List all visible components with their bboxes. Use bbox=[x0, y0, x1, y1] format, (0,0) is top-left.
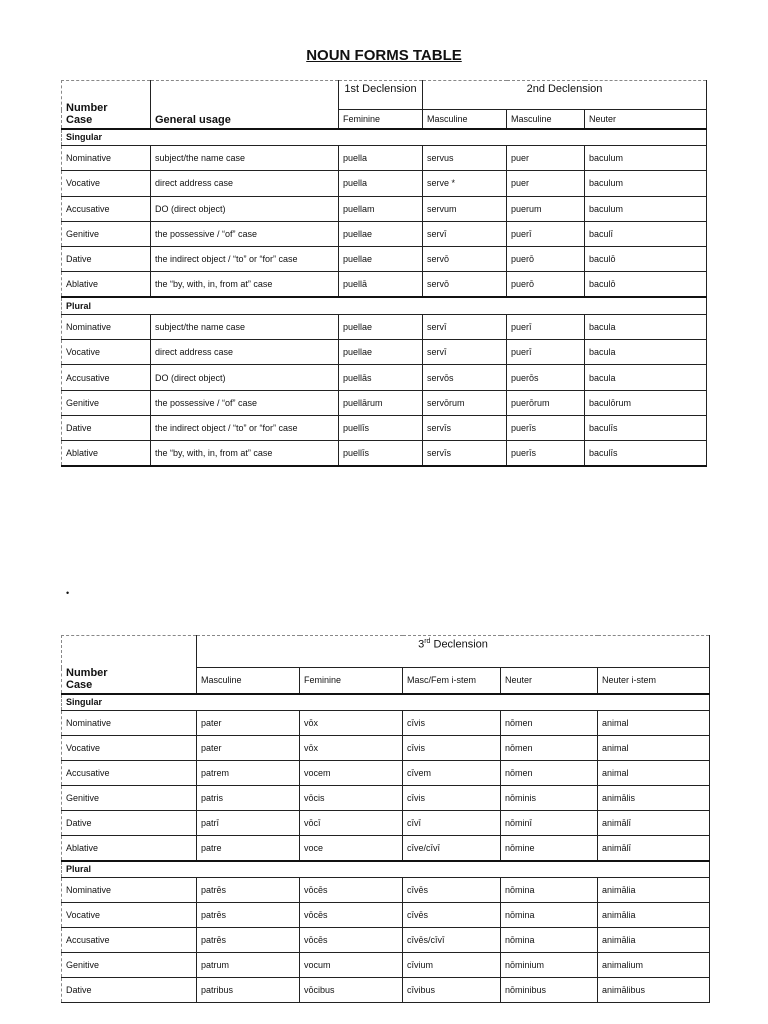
table-cell: vōx bbox=[300, 736, 403, 761]
case-name-cell: Genitive bbox=[62, 953, 197, 978]
table-cell: puellīs bbox=[339, 441, 423, 466]
table-cell: baculum bbox=[585, 146, 707, 171]
table-cell: nōmine bbox=[501, 836, 598, 861]
table-cell: cīvis bbox=[403, 786, 501, 811]
table-row bbox=[62, 928, 710, 953]
table-cell: cīvem bbox=[403, 761, 501, 786]
noun-forms-table-3rd-declension bbox=[61, 635, 710, 1003]
gender-header: Masculine bbox=[197, 668, 300, 694]
table-cell: cīvis bbox=[403, 711, 501, 736]
table-cell: puerō bbox=[507, 272, 585, 297]
number-case-header: Number Case bbox=[62, 636, 197, 694]
second-declension-header: 2nd Declension bbox=[423, 81, 707, 110]
table-cell: patrī bbox=[197, 811, 300, 836]
table-cell: nōmen bbox=[501, 761, 598, 786]
section-label-plural: Plural bbox=[62, 297, 707, 314]
table-cell: cīvium bbox=[403, 953, 501, 978]
table-cell: puellae bbox=[339, 340, 423, 365]
table-row bbox=[62, 340, 707, 365]
table-cell: servī bbox=[423, 340, 507, 365]
table-cell: serve * bbox=[423, 171, 507, 196]
gender-header: Masc/Fem i-stem bbox=[403, 668, 501, 694]
table-cell: vōcēs bbox=[300, 928, 403, 953]
table-row bbox=[62, 786, 710, 811]
table-cell: baculōrum bbox=[585, 390, 707, 415]
table-cell: nōmen bbox=[501, 711, 598, 736]
table-cell: puerum bbox=[507, 196, 585, 221]
table-row bbox=[62, 836, 710, 861]
table-row bbox=[62, 711, 710, 736]
table-cell: puellīs bbox=[339, 415, 423, 440]
number-case-header: Number Case bbox=[62, 81, 151, 129]
section-label-plural: Plural bbox=[62, 861, 710, 878]
table-cell: animālia bbox=[598, 903, 710, 928]
table-cell: bacula bbox=[585, 365, 707, 390]
table-cell: puerīs bbox=[507, 415, 585, 440]
page-title: NOUN FORMS TABLE bbox=[306, 47, 462, 64]
noun-forms-table-1-2-declension bbox=[61, 80, 707, 467]
table-cell: vōcēs bbox=[300, 878, 403, 903]
table-cell: servī bbox=[423, 221, 507, 246]
table-cell: the indirect object / “to” or “for” case bbox=[151, 415, 339, 440]
table-cell: cīvibus bbox=[403, 978, 501, 1003]
table-row bbox=[62, 365, 707, 390]
table-cell: the “by, with, in, from at” case bbox=[151, 272, 339, 297]
table-cell: animalium bbox=[598, 953, 710, 978]
table-cell: animālia bbox=[598, 878, 710, 903]
table-cell: cīvēs bbox=[403, 903, 501, 928]
table-cell: puerōs bbox=[507, 365, 585, 390]
table-cell: baculīs bbox=[585, 441, 707, 466]
table-cell: nōminis bbox=[501, 786, 598, 811]
table-cell: puerō bbox=[507, 247, 585, 272]
table-cell: puellae bbox=[339, 247, 423, 272]
case-name-cell: Genitive bbox=[62, 221, 151, 246]
table-cell: nōmina bbox=[501, 878, 598, 903]
table-cell: servī bbox=[423, 314, 507, 339]
table-row bbox=[62, 903, 710, 928]
table-row bbox=[62, 978, 710, 1003]
gender-header: Feminine bbox=[339, 110, 423, 129]
table-cell: pater bbox=[197, 736, 300, 761]
gender-header: Masculine bbox=[423, 110, 507, 129]
table-cell: puellam bbox=[339, 196, 423, 221]
gender-header: Neuter bbox=[585, 110, 707, 129]
table-cell: baculum bbox=[585, 171, 707, 196]
case-name-cell: Dative bbox=[62, 811, 197, 836]
table-cell: puellae bbox=[339, 314, 423, 339]
case-name-cell: Accusative bbox=[62, 196, 151, 221]
table-cell: puerī bbox=[507, 340, 585, 365]
table-cell: subject/the name case bbox=[151, 314, 339, 339]
table-cell: the possessive / “of” case bbox=[151, 390, 339, 415]
table-cell: patrēs bbox=[197, 903, 300, 928]
table-cell: puerī bbox=[507, 314, 585, 339]
table-cell: direct address case bbox=[151, 171, 339, 196]
table-cell: pater bbox=[197, 711, 300, 736]
case-name-cell: Vocative bbox=[62, 171, 151, 196]
table-cell: servus bbox=[423, 146, 507, 171]
table-cell: nōminium bbox=[501, 953, 598, 978]
case-name-cell: Genitive bbox=[62, 786, 197, 811]
table-row bbox=[62, 171, 707, 196]
table-cell: servōs bbox=[423, 365, 507, 390]
case-name-cell: Nominative bbox=[62, 314, 151, 339]
table-cell: puerī bbox=[507, 221, 585, 246]
gender-header: Neuter i-stem bbox=[598, 668, 710, 694]
table-cell: patre bbox=[197, 836, 300, 861]
table-cell: animālī bbox=[598, 811, 710, 836]
table-cell: animal bbox=[598, 711, 710, 736]
table-cell: animālis bbox=[598, 786, 710, 811]
table-cell: animal bbox=[598, 736, 710, 761]
table-cell: vōcis bbox=[300, 786, 403, 811]
table-cell: subject/the name case bbox=[151, 146, 339, 171]
table-cell: puella bbox=[339, 146, 423, 171]
gender-header: Feminine bbox=[300, 668, 403, 694]
table-cell: patrem bbox=[197, 761, 300, 786]
case-name-cell: Accusative bbox=[62, 928, 197, 953]
table-row bbox=[62, 761, 710, 786]
table-cell: vōx bbox=[300, 711, 403, 736]
table-cell: cīvēs bbox=[403, 878, 501, 903]
case-name-cell: Accusative bbox=[62, 365, 151, 390]
table-cell: cīvī bbox=[403, 811, 501, 836]
table-row bbox=[62, 811, 710, 836]
case-name-cell: Dative bbox=[62, 247, 151, 272]
case-name-cell: Vocative bbox=[62, 903, 197, 928]
table-cell: patrēs bbox=[197, 878, 300, 903]
table-cell: puella bbox=[339, 171, 423, 196]
table-cell: vōcēs bbox=[300, 903, 403, 928]
table-cell: the indirect object / “to” or “for” case bbox=[151, 247, 339, 272]
case-name-cell: Nominative bbox=[62, 878, 197, 903]
table-cell: direct address case bbox=[151, 340, 339, 365]
table-cell: animālī bbox=[598, 836, 710, 861]
table-row bbox=[62, 390, 707, 415]
table-row bbox=[62, 196, 707, 221]
table-cell: cīvis bbox=[403, 736, 501, 761]
table-cell: nōmina bbox=[501, 903, 598, 928]
table-cell: servīs bbox=[423, 415, 507, 440]
table-cell: puellae bbox=[339, 221, 423, 246]
table-cell: patribus bbox=[197, 978, 300, 1003]
table-cell: baculō bbox=[585, 272, 707, 297]
table-cell: baculī bbox=[585, 221, 707, 246]
case-name-cell: Ablative bbox=[62, 272, 151, 297]
table-cell: animālibus bbox=[598, 978, 710, 1003]
table-row bbox=[62, 221, 707, 246]
case-name-cell: Accusative bbox=[62, 761, 197, 786]
table-cell: puer bbox=[507, 146, 585, 171]
table-cell: servōrum bbox=[423, 390, 507, 415]
table-cell: servīs bbox=[423, 441, 507, 466]
table-cell: servō bbox=[423, 247, 507, 272]
case-name-cell: Nominative bbox=[62, 146, 151, 171]
table-cell: DO (direct object) bbox=[151, 196, 339, 221]
table-row bbox=[62, 314, 707, 339]
table-row bbox=[62, 272, 707, 297]
table-cell: voce bbox=[300, 836, 403, 861]
table-cell: DO (direct object) bbox=[151, 365, 339, 390]
case-name-cell: Ablative bbox=[62, 441, 151, 466]
case-name-cell: Nominative bbox=[62, 711, 197, 736]
table-cell: nōminī bbox=[501, 811, 598, 836]
case-name-cell: Dative bbox=[62, 415, 151, 440]
table-cell: the possessive / “of” case bbox=[151, 221, 339, 246]
table-cell: nōmina bbox=[501, 928, 598, 953]
table-cell: patrēs bbox=[197, 928, 300, 953]
table-cell: patris bbox=[197, 786, 300, 811]
table-cell: cīvēs/cīvī bbox=[403, 928, 501, 953]
table-cell: vōcibus bbox=[300, 978, 403, 1003]
table-cell: bacula bbox=[585, 340, 707, 365]
case-name-cell: Genitive bbox=[62, 390, 151, 415]
table-cell: puerīs bbox=[507, 441, 585, 466]
table-row bbox=[62, 878, 710, 903]
case-name-cell: Vocative bbox=[62, 340, 151, 365]
table-row bbox=[62, 146, 707, 171]
table-row bbox=[62, 953, 710, 978]
first-declension-header: 1st Declension bbox=[339, 81, 423, 110]
table-row bbox=[62, 441, 707, 466]
case-name-cell: Ablative bbox=[62, 836, 197, 861]
table-cell: cīve/cīvī bbox=[403, 836, 501, 861]
gender-header: Neuter bbox=[501, 668, 598, 694]
table-cell: animal bbox=[598, 761, 710, 786]
section-label-singular: Singular bbox=[62, 694, 710, 711]
gender-header: Masculine bbox=[507, 110, 585, 129]
table-cell: vocem bbox=[300, 761, 403, 786]
table-cell: vocum bbox=[300, 953, 403, 978]
table-cell: patrum bbox=[197, 953, 300, 978]
table-cell: nōmen bbox=[501, 736, 598, 761]
third-declension-header: 3rd Declension bbox=[197, 636, 710, 668]
table-cell: bacula bbox=[585, 314, 707, 339]
table-row bbox=[62, 415, 707, 440]
table-cell: animālia bbox=[598, 928, 710, 953]
bullet-mark: • bbox=[66, 588, 70, 598]
table-cell: baculum bbox=[585, 196, 707, 221]
table-cell: puer bbox=[507, 171, 585, 196]
case-name-cell: Dative bbox=[62, 978, 197, 1003]
table-cell: puellās bbox=[339, 365, 423, 390]
general-usage-header: General usage bbox=[151, 81, 339, 129]
table-row bbox=[62, 247, 707, 272]
table-cell: baculō bbox=[585, 247, 707, 272]
case-name-cell: Vocative bbox=[62, 736, 197, 761]
table-cell: puellārum bbox=[339, 390, 423, 415]
table-cell: puerōrum bbox=[507, 390, 585, 415]
table-cell: the “by, with, in, from at” case bbox=[151, 441, 339, 466]
table-cell: nōminibus bbox=[501, 978, 598, 1003]
table-cell: vōcī bbox=[300, 811, 403, 836]
table-cell: baculīs bbox=[585, 415, 707, 440]
table-cell: servum bbox=[423, 196, 507, 221]
section-label-singular: Singular bbox=[62, 129, 707, 146]
table-cell: puellā bbox=[339, 272, 423, 297]
table-cell: servō bbox=[423, 272, 507, 297]
table-row bbox=[62, 736, 710, 761]
